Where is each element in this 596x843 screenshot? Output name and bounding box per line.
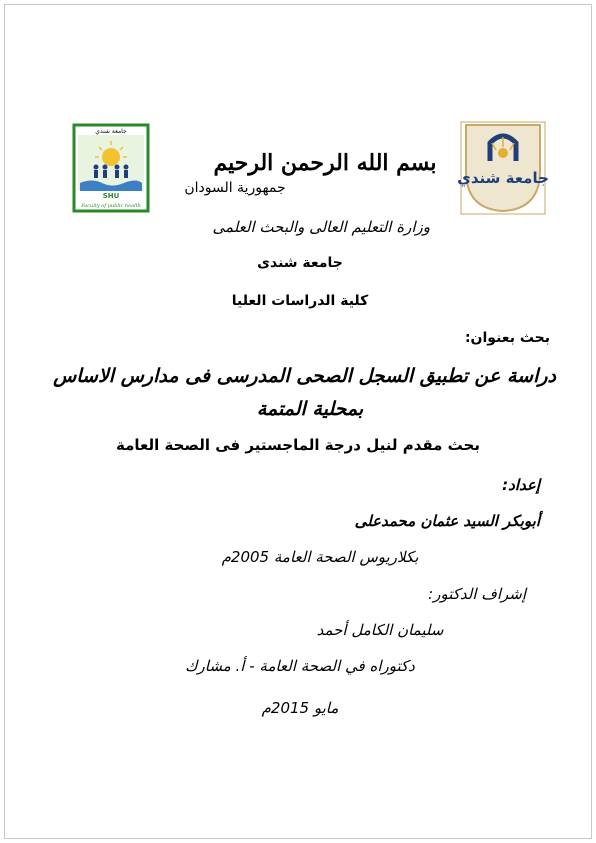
degree-statement: بحث مقدم لنيل درجة الماجستير فى الصحة العامة	[116, 436, 480, 454]
country-name: جمهورية السودان	[184, 180, 286, 196]
college-name: كلية الدراسات العليا	[231, 293, 369, 309]
basmala-text: بسم الله الرحمن الرحيم	[213, 150, 437, 176]
prepared-by-label: إعداد:	[502, 476, 540, 494]
logo-left-line3: SHU	[102, 192, 120, 200]
author-name: أبوبكر السيد عثمان محمدعلى	[354, 512, 540, 530]
university-name: جامعة شندى	[257, 255, 343, 271]
faculty-logo-icon	[72, 123, 150, 213]
logo-right-text: جامعة شندي	[457, 169, 549, 187]
research-title-line1: دراسة عن تطبيق السجل الصحى المدرسى فى مدارس الاساس	[53, 365, 556, 387]
university-logo-icon	[457, 121, 549, 215]
logo-left-line4: Faculty of public health	[81, 203, 141, 209]
submission-date: مايو 2015م	[261, 699, 339, 717]
research-label: بحث بعنوان:	[464, 330, 550, 346]
supervisor-name: سليمان الكامل أحمد	[316, 621, 444, 639]
research-title-line2: بمحلية المتمة	[256, 398, 364, 420]
ministry-name: وزارة التعليم العالى والبحث العلمى	[212, 218, 430, 236]
author-qualification: بكلاريوس الصحة العامة 2005م	[221, 548, 419, 566]
basmala-calligraphy	[213, 140, 437, 184]
supervisor-label: إشراف الدكتور:	[428, 585, 526, 603]
logo-left-line1: جامعة شندي	[95, 128, 127, 135]
supervisor-title: دكتوراه في الصحة العامة - أ. مشارك	[185, 657, 415, 675]
